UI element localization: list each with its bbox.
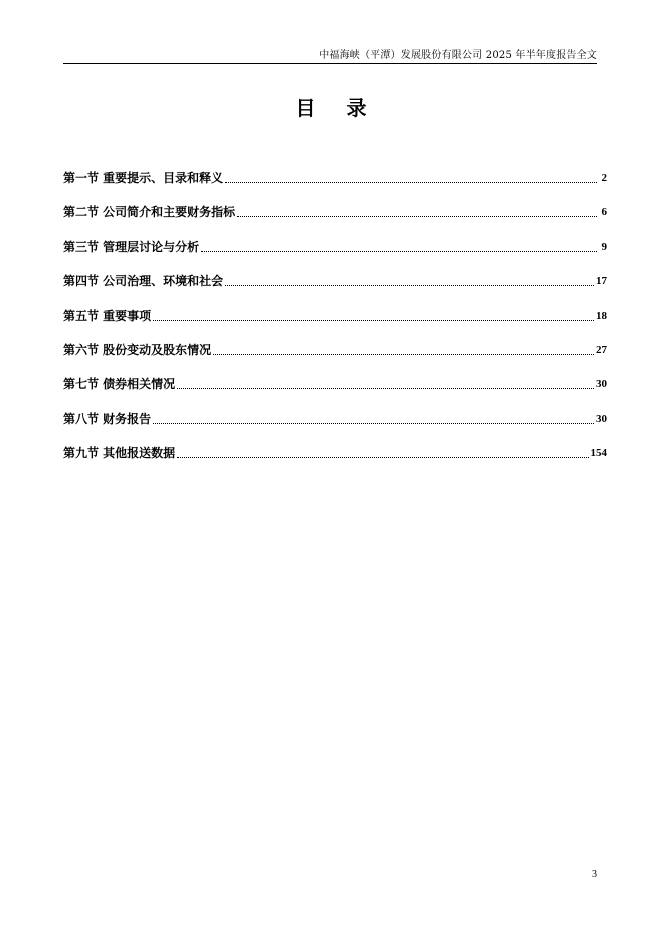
toc-page: 6 — [601, 206, 607, 219]
toc-label: 第二节 公司简介和主要财务指标 — [63, 205, 236, 220]
toc-page: 30 — [596, 378, 607, 391]
toc-label: 第五节 重要事项 — [63, 308, 152, 323]
toc-leader — [153, 411, 594, 424]
toc-label: 第六节 股份变动及股东情况 — [63, 342, 212, 357]
toc-page: 30 — [596, 412, 607, 425]
toc-leader — [177, 376, 594, 389]
toc-label: 第九节 其他报送数据 — [63, 446, 176, 461]
toc-label: 第四节 公司治理、环境和社会 — [63, 274, 224, 289]
page-header — [63, 44, 597, 64]
toc-page: 27 — [596, 343, 607, 356]
toc-label: 第八节 财务报告 — [63, 411, 152, 426]
toc-item-4[interactable] — [63, 273, 607, 307]
page-title: 目 录 — [295, 96, 379, 120]
toc-page: 17 — [596, 275, 607, 288]
toc-leader — [153, 308, 594, 321]
toc-leader — [225, 273, 594, 286]
toc-item-8[interactable] — [63, 411, 607, 445]
toc-leader — [201, 239, 597, 252]
toc-item-6[interactable] — [63, 342, 607, 376]
toc-label: 第七节 债券相关情况 — [63, 377, 176, 392]
toc-item-2[interactable] — [63, 204, 607, 238]
toc-page: 18 — [596, 309, 607, 322]
toc-item-5[interactable] — [63, 308, 607, 342]
toc-page: 2 — [601, 172, 607, 184]
table-of-contents — [63, 170, 607, 480]
toc-item-3[interactable] — [63, 239, 607, 273]
toc-leader — [177, 445, 588, 458]
toc-item-7[interactable] — [63, 376, 607, 410]
toc-leader — [225, 170, 597, 183]
toc-label: 第一节 重要提示、目录和释义 — [63, 171, 224, 185]
page-number: 3 — [592, 869, 597, 880]
toc-leader — [237, 204, 597, 217]
toc-page: 154 — [590, 447, 607, 460]
toc-leader — [213, 342, 594, 355]
toc-item-1[interactable] — [63, 170, 607, 204]
toc-page: 9 — [601, 240, 607, 253]
toc-label: 第三节 管理层讨论与分析 — [63, 239, 200, 254]
header-text: 中福海峡（平潭）发展股份有限公司 2025 年半年度报告全文 — [319, 50, 597, 61]
toc-item-9[interactable] — [63, 445, 607, 479]
